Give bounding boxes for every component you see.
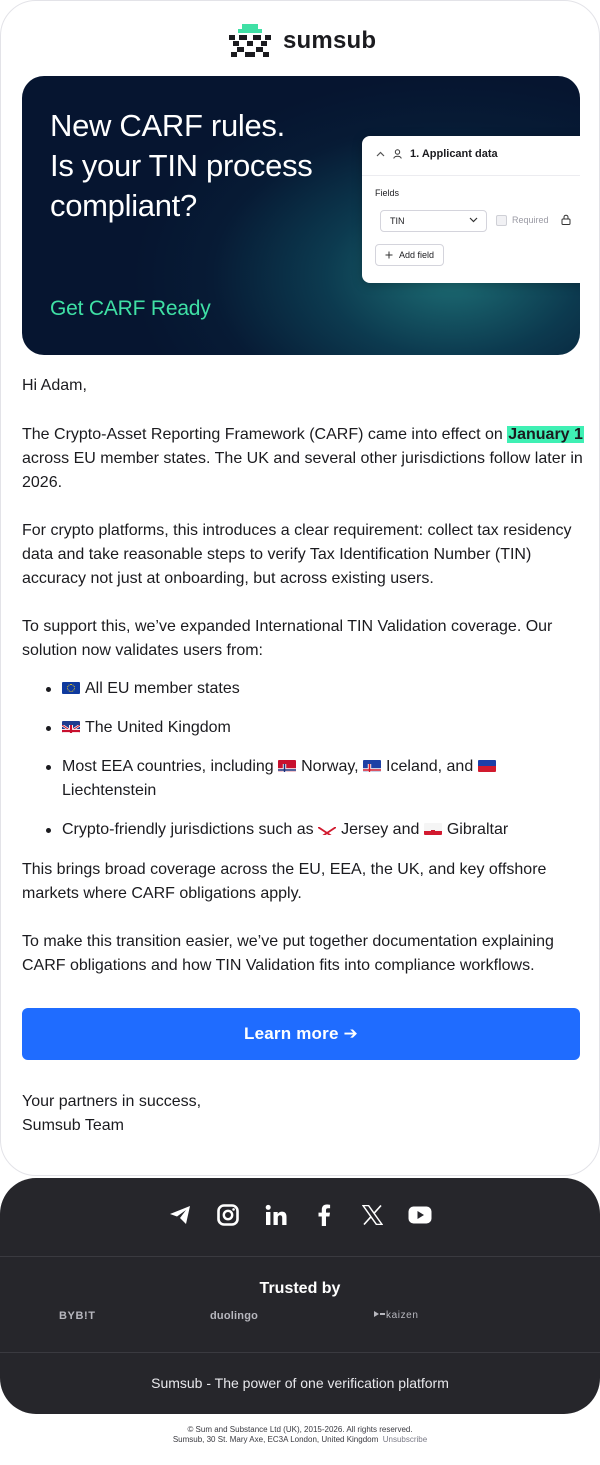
list-item xyxy=(22,716,562,740)
banner-headline xyxy=(50,106,350,226)
mock-fields-label: Fields xyxy=(375,188,400,198)
mock-step-header xyxy=(376,148,498,160)
headline-line-1: New CARF rules. xyxy=(50,108,285,143)
bybit-logo: BYB!T xyxy=(59,1310,96,1322)
p1-text-before: The Crypto-Asset Reporting Framework (CARF) came into effect on xyxy=(22,426,508,443)
kaizen-mark-icon xyxy=(373,1310,386,1318)
list-item xyxy=(22,818,562,842)
kaizen-logo xyxy=(373,1310,419,1321)
legal-notice xyxy=(0,1425,600,1445)
list-item-text: The United Kingdom xyxy=(85,719,231,736)
plus-icon xyxy=(385,251,393,259)
footer-divider xyxy=(0,1352,600,1353)
chevron-up-icon xyxy=(376,151,385,157)
uk-flag-icon xyxy=(62,721,80,733)
social-links xyxy=(168,1203,432,1227)
signoff-line-2: Sumsub Team xyxy=(22,1117,124,1134)
greeting: Hi Adam, xyxy=(22,377,87,394)
headline-line-3: compliant? xyxy=(50,188,197,223)
duolingo-logo: duolingo xyxy=(210,1310,259,1322)
gibraltar-flag-icon xyxy=(424,823,442,835)
person-icon xyxy=(393,149,402,159)
logo-wordmark: sumsub xyxy=(283,27,377,54)
chevron-down-icon xyxy=(469,217,478,223)
coverage-list xyxy=(22,677,562,857)
highlight-january-1: January 1 xyxy=(508,426,583,443)
jersey-flag-icon xyxy=(318,823,336,835)
liechtenstein-flag-icon xyxy=(478,760,496,772)
x-icon[interactable] xyxy=(360,1203,384,1227)
mock-step-title: 1. Applicant data xyxy=(410,148,498,160)
mock-select-value: TIN xyxy=(390,216,405,226)
list-item-text: All EU member states xyxy=(85,680,240,697)
address-text: Sumsub, 30 St. Mary Axe, EC3A London, United Kingdom xyxy=(172,1435,379,1444)
lock-icon xyxy=(561,214,571,225)
footer-divider xyxy=(0,1256,600,1257)
p1-text-after: across EU member states. The UK and several other jurisdictions follow later in 2026. xyxy=(22,450,583,491)
list-item-text: Crypto-friendly jurisdictions such as xyxy=(62,821,319,838)
learn-more-button[interactable]: Learn more ➔ xyxy=(22,1008,580,1060)
list-item xyxy=(22,755,562,803)
mock-required-label: Required xyxy=(512,215,549,225)
list-item-text: Jersey and xyxy=(341,821,424,838)
paragraph-broad-coverage: This brings broad coverage across the EU, EEA, the UK, and key offshore markets where CARF obligations apply. xyxy=(22,861,547,902)
trusted-by-heading: Trusted by xyxy=(259,1280,341,1297)
eu-flag-icon xyxy=(62,682,80,694)
sumsub-logo[interactable] xyxy=(227,23,376,59)
list-item xyxy=(22,677,562,701)
list-item-text: Liechtenstein xyxy=(62,782,157,799)
sumsub-mark-icon xyxy=(227,24,273,58)
instagram-icon[interactable] xyxy=(216,1203,240,1227)
address-line xyxy=(0,1435,600,1445)
paragraph-documentation: To make this transition easier, we’ve put together documentation explaining CARF obligations and how TIN Validation fits into compliance workflows. xyxy=(22,933,554,974)
email-footer xyxy=(0,1178,600,1414)
list-item-text: Most EEA countries, including xyxy=(62,758,279,775)
headline-line-2: Is your TIN process xyxy=(50,148,313,183)
facebook-icon[interactable] xyxy=(312,1203,336,1227)
mock-divider xyxy=(362,175,580,176)
list-item-text: Iceland, and xyxy=(386,758,478,775)
mock-add-field-button xyxy=(375,244,444,266)
mock-tin-select xyxy=(380,210,487,232)
kaizen-wordmark: kaizen xyxy=(386,1310,419,1321)
carf-banner[interactable] xyxy=(22,76,580,355)
unsubscribe-link[interactable]: Unsubscribe xyxy=(382,1435,428,1444)
linkedin-icon[interactable] xyxy=(264,1203,288,1227)
list-item-text: Norway, xyxy=(301,758,364,775)
paragraph-coverage: To support this, we’ve expanded International TIN Validation coverage. Our solution now validates users from: xyxy=(22,618,553,659)
youtube-icon[interactable] xyxy=(408,1203,432,1227)
paragraph-carf-intro xyxy=(22,423,584,495)
norway-flag-icon xyxy=(278,760,296,772)
banner-cta-link[interactable]: Get CARF Ready xyxy=(50,297,211,320)
iceland-flag-icon xyxy=(363,760,381,772)
copyright-line: © Sum and Substance Ltd (UK), 2015-2026. All rights reserved. xyxy=(187,1425,413,1434)
footer-tagline: Sumsub - The power of one verification platform xyxy=(151,1375,449,1391)
signoff-line-1: Your partners in success, xyxy=(22,1093,202,1110)
mock-required-checkbox xyxy=(496,215,507,226)
mock-add-field-label: Add field xyxy=(399,250,435,260)
telegram-icon[interactable] xyxy=(168,1203,192,1227)
paragraph-requirement: For crypto platforms, this introduces a clear requirement: collect tax residency data and take reasonable steps to verify Tax Identification Number (TIN) accuracy not just at onboarding, but across existing users. xyxy=(22,522,572,587)
list-item-text: Gibraltar xyxy=(446,821,509,838)
applicant-data-mockup xyxy=(362,136,580,283)
